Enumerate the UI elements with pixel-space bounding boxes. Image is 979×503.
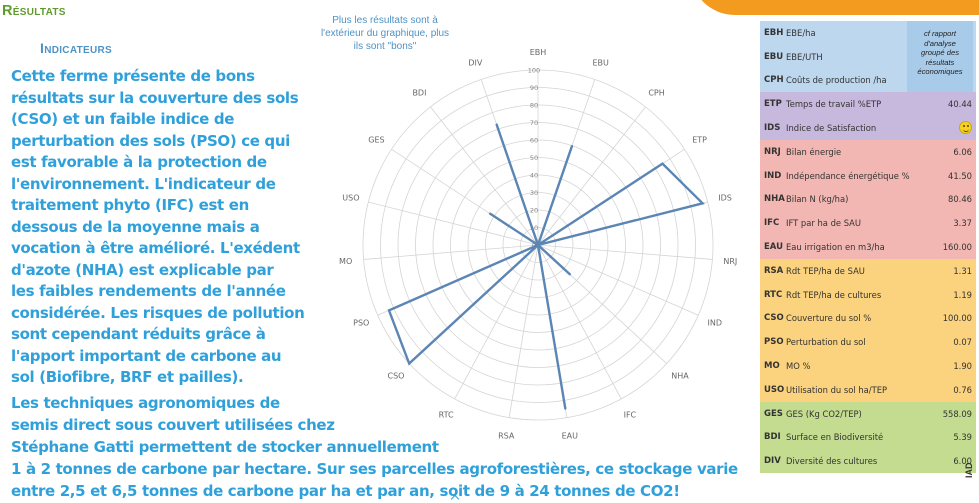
section-title: Résultats [2, 3, 66, 19]
legend-code: ETP [764, 99, 782, 110]
data-point-bdi [537, 244, 539, 246]
legend-label: Rdt TEP/ha de cultures [786, 289, 882, 300]
data-point-ges [489, 213, 491, 215]
legend-value: 1.90 [953, 361, 972, 372]
data-point-div [496, 123, 498, 125]
paragraph-line: considérée. Les risques de pollution [11, 303, 305, 322]
legend-value: 558.09 [942, 408, 972, 419]
tick-label: 100 [527, 66, 541, 75]
paragraph-line: semis direct sous couvert utilisées chez [11, 416, 335, 434]
paragraph-line: est favorable à la protection de [11, 153, 267, 171]
note-line: d'analyse [924, 38, 956, 48]
tick-label: 90 [529, 84, 539, 92]
legend-label: Rdt TEP/ha de SAU [786, 265, 865, 276]
tick-label: 60 [529, 136, 539, 145]
legend-row-pso [760, 330, 976, 354]
legend-value: 6.06 [953, 146, 972, 157]
legend-code: IFC [764, 218, 780, 229]
tick-label: 0 [531, 241, 537, 250]
legend-value: 100.00 [942, 313, 972, 324]
legend-value: 41.50 [948, 170, 972, 181]
tick-label: 30 [529, 189, 539, 197]
legend-value: 6.00 [953, 456, 972, 467]
axis-label-ebu: EBU [592, 58, 609, 68]
axis-label-div: DIV [468, 58, 483, 68]
chart-note-line: ils sont "bons" [353, 41, 417, 52]
legend-code: BDI [764, 432, 781, 443]
legend-row-mo [760, 354, 976, 378]
axis-label-nha: NHA [671, 371, 689, 381]
tick-label: 20 [529, 206, 539, 215]
header-orange-tab [690, 0, 979, 15]
tick-label: 70 [529, 119, 539, 127]
paragraph-line: perturbation des sols (PSO) ce qui [11, 131, 290, 150]
paragraph-line: sont cependant réduits grâce à [11, 325, 266, 343]
paragraph-line: 1 à 2 tonnes de carbone par hectare. Sur ses parcelles agroforestières, ce stockage varie [11, 460, 738, 478]
data-point-cso [408, 363, 410, 365]
economic-report-note [907, 21, 973, 92]
legend-row-ind [760, 164, 976, 188]
legend-row-div [760, 449, 976, 473]
legend-row-ifc [760, 211, 976, 235]
legend-value: 0.07 [953, 337, 972, 348]
paragraph-line: résultats sur la couverture des sols [11, 88, 299, 107]
legend-label: Couverture du sol % [786, 313, 872, 324]
axis-label-rsa: RSA [498, 431, 515, 441]
axis-label-ges: GES [368, 135, 385, 145]
legend-value: 5.39 [953, 432, 972, 443]
legend-value: 160.00 [942, 242, 972, 253]
axis-label-ifc: IFC [623, 410, 637, 420]
legend-value: 40.44 [948, 99, 972, 110]
paragraph-line: Les techniques agronomiques de [11, 394, 280, 412]
paragraph-line: Cette ferme présente de bons [11, 67, 255, 85]
legend-code: IND [764, 170, 782, 181]
grid-spoke [368, 202, 538, 245]
legend-label: Eau irrigation en m3/ha [786, 242, 885, 253]
legend-label: Temps de travail %ETP [786, 99, 882, 110]
tick-label: 10 [529, 224, 539, 232]
note-line: cf rapport [923, 29, 957, 38]
grid-spoke [538, 245, 698, 315]
legend-value: 3.37 [953, 218, 972, 229]
chart-note-line: Plus les résultats sont à [332, 15, 438, 26]
legend-value: 1.19 [953, 289, 972, 300]
chart-note-line: l'extérieur du graphique, plus [320, 28, 450, 39]
legend-value [936, 121, 972, 136]
legend-code: EBH [764, 27, 784, 38]
series-line [389, 124, 703, 409]
legend-code: RSA [764, 265, 784, 276]
legend-row-nha [760, 188, 976, 212]
paragraph-line: (CSO) et un faible indice de [11, 110, 235, 128]
data-point-ids [702, 203, 704, 205]
data-point-etp [662, 163, 664, 165]
legend-row-rsa [760, 259, 976, 283]
legend-label: Indépendance énergétique % [786, 170, 910, 181]
legend-label: Perturbation du sol [786, 337, 866, 348]
legend-code: IDS [764, 123, 781, 134]
note-line: résultats [925, 57, 955, 67]
axis-label-ids: IDS [718, 193, 732, 203]
axis-label-ind: IND [707, 318, 723, 328]
paragraph-line: traitement phyto (IFC) est en [11, 196, 249, 214]
paragraph-line: vocation à être amélioré. L'exédent [11, 239, 300, 257]
legend-value: 1.31 [953, 265, 972, 276]
legend-code: RTC [764, 289, 783, 300]
subsection-title: Indicateurs [40, 40, 113, 56]
legend-code: NRJ [764, 146, 781, 157]
axis-label-cso: CSO [387, 371, 405, 381]
legend-label: Bilan N (kg/ha) [786, 194, 849, 205]
paragraph-line: les faibles rendements de l'année [11, 282, 286, 300]
legend-row-eau [760, 235, 976, 259]
axis-label-bdi: BDI [412, 88, 427, 98]
legend-code: GES [764, 408, 783, 419]
paragraph-line: d'azote (NHA) est explicable par [11, 260, 274, 279]
legend-label: Diversité des cultures [786, 456, 878, 467]
legend-code: NHA [764, 194, 785, 205]
legend-row-ges [760, 402, 976, 426]
legend-label: Bilan énergie [786, 146, 842, 157]
smiley-icon [959, 121, 972, 134]
legend-label: EBE/ha [786, 27, 816, 38]
paragraph-line: entre 2,5 et 6,5 tonnes de carbone par ha et par an, soit de 9 à 24 tonnes de CO2! [11, 482, 680, 500]
axis-label-mo: MO [339, 256, 353, 266]
legend-row-ids [760, 116, 976, 140]
legend-label: EBE/UTH [786, 51, 823, 62]
legend-row-cso [760, 307, 976, 331]
side-tag: IAD [964, 462, 974, 478]
legend-code: CSO [764, 313, 784, 324]
data-point-ebu [571, 145, 573, 147]
axis-label-rtc: RTC [438, 410, 454, 420]
legend-value: 0.76 [953, 384, 972, 395]
note-line: groupé des [921, 48, 959, 57]
legend-label: Utilisation du sol ha/TEP [786, 384, 888, 395]
legend-code: DIV [764, 456, 781, 467]
axis-label-nrj: NRJ [723, 256, 738, 266]
paragraph-line: l'apport important de carbone au [11, 346, 282, 365]
data-point-pso [388, 310, 390, 312]
data-point-eau [565, 408, 567, 410]
axis-label-pso: PSO [353, 318, 370, 328]
legend-label: GES (Kg CO2/TEP) [786, 408, 862, 419]
legend-row-bdi [760, 426, 976, 450]
legend-code: CPH [764, 75, 784, 86]
radar-chart [318, 28, 758, 458]
legend-row-rtc [760, 283, 976, 307]
axis-label-eau: EAU [561, 431, 578, 441]
data-point-nha [569, 274, 571, 276]
paragraph-line: dessous de la moyenne mais a [11, 217, 260, 236]
legend-code: PSO [764, 337, 784, 348]
axis-label-etp: ETP [692, 135, 707, 145]
legend-label: IFT par ha de SAU [786, 218, 862, 229]
legend-code: MO [764, 361, 780, 372]
legend-row-uso [760, 378, 976, 402]
legend-label: Surface en Biodiversité [786, 432, 884, 443]
tick-label: 40 [529, 171, 539, 180]
axis-label-uso: USO [342, 193, 360, 203]
tick-label: 50 [529, 154, 539, 162]
axis-label-ebh: EBH [529, 48, 547, 57]
legend-label: Coûts de production /ha [786, 75, 887, 86]
legend-code: USO [764, 384, 785, 395]
legend-label: MO % [786, 361, 811, 372]
legend-code: EBU [764, 51, 784, 62]
summary-paragraph [11, 66, 323, 389]
paragraph-line: l'environnement. L'indicateur de [11, 174, 276, 193]
tick-label: 80 [529, 101, 539, 110]
grid-spoke [538, 107, 645, 245]
paragraph-line: Stéphane Gatti permettent de stocker annuellement [11, 438, 439, 456]
legend-value: 80.46 [948, 194, 972, 205]
grid-spoke [431, 107, 538, 245]
paragraph-line: sol (Biofibre, BRF et pailles). [11, 368, 244, 386]
axis-label-cph: CPH [648, 88, 665, 98]
note-line: économiques [917, 67, 963, 76]
legend-label: Indice de Satisfaction [786, 123, 877, 134]
legend-row-etp [760, 92, 976, 116]
legend-code: EAU [764, 242, 784, 253]
legend-row-nrj [760, 140, 976, 164]
